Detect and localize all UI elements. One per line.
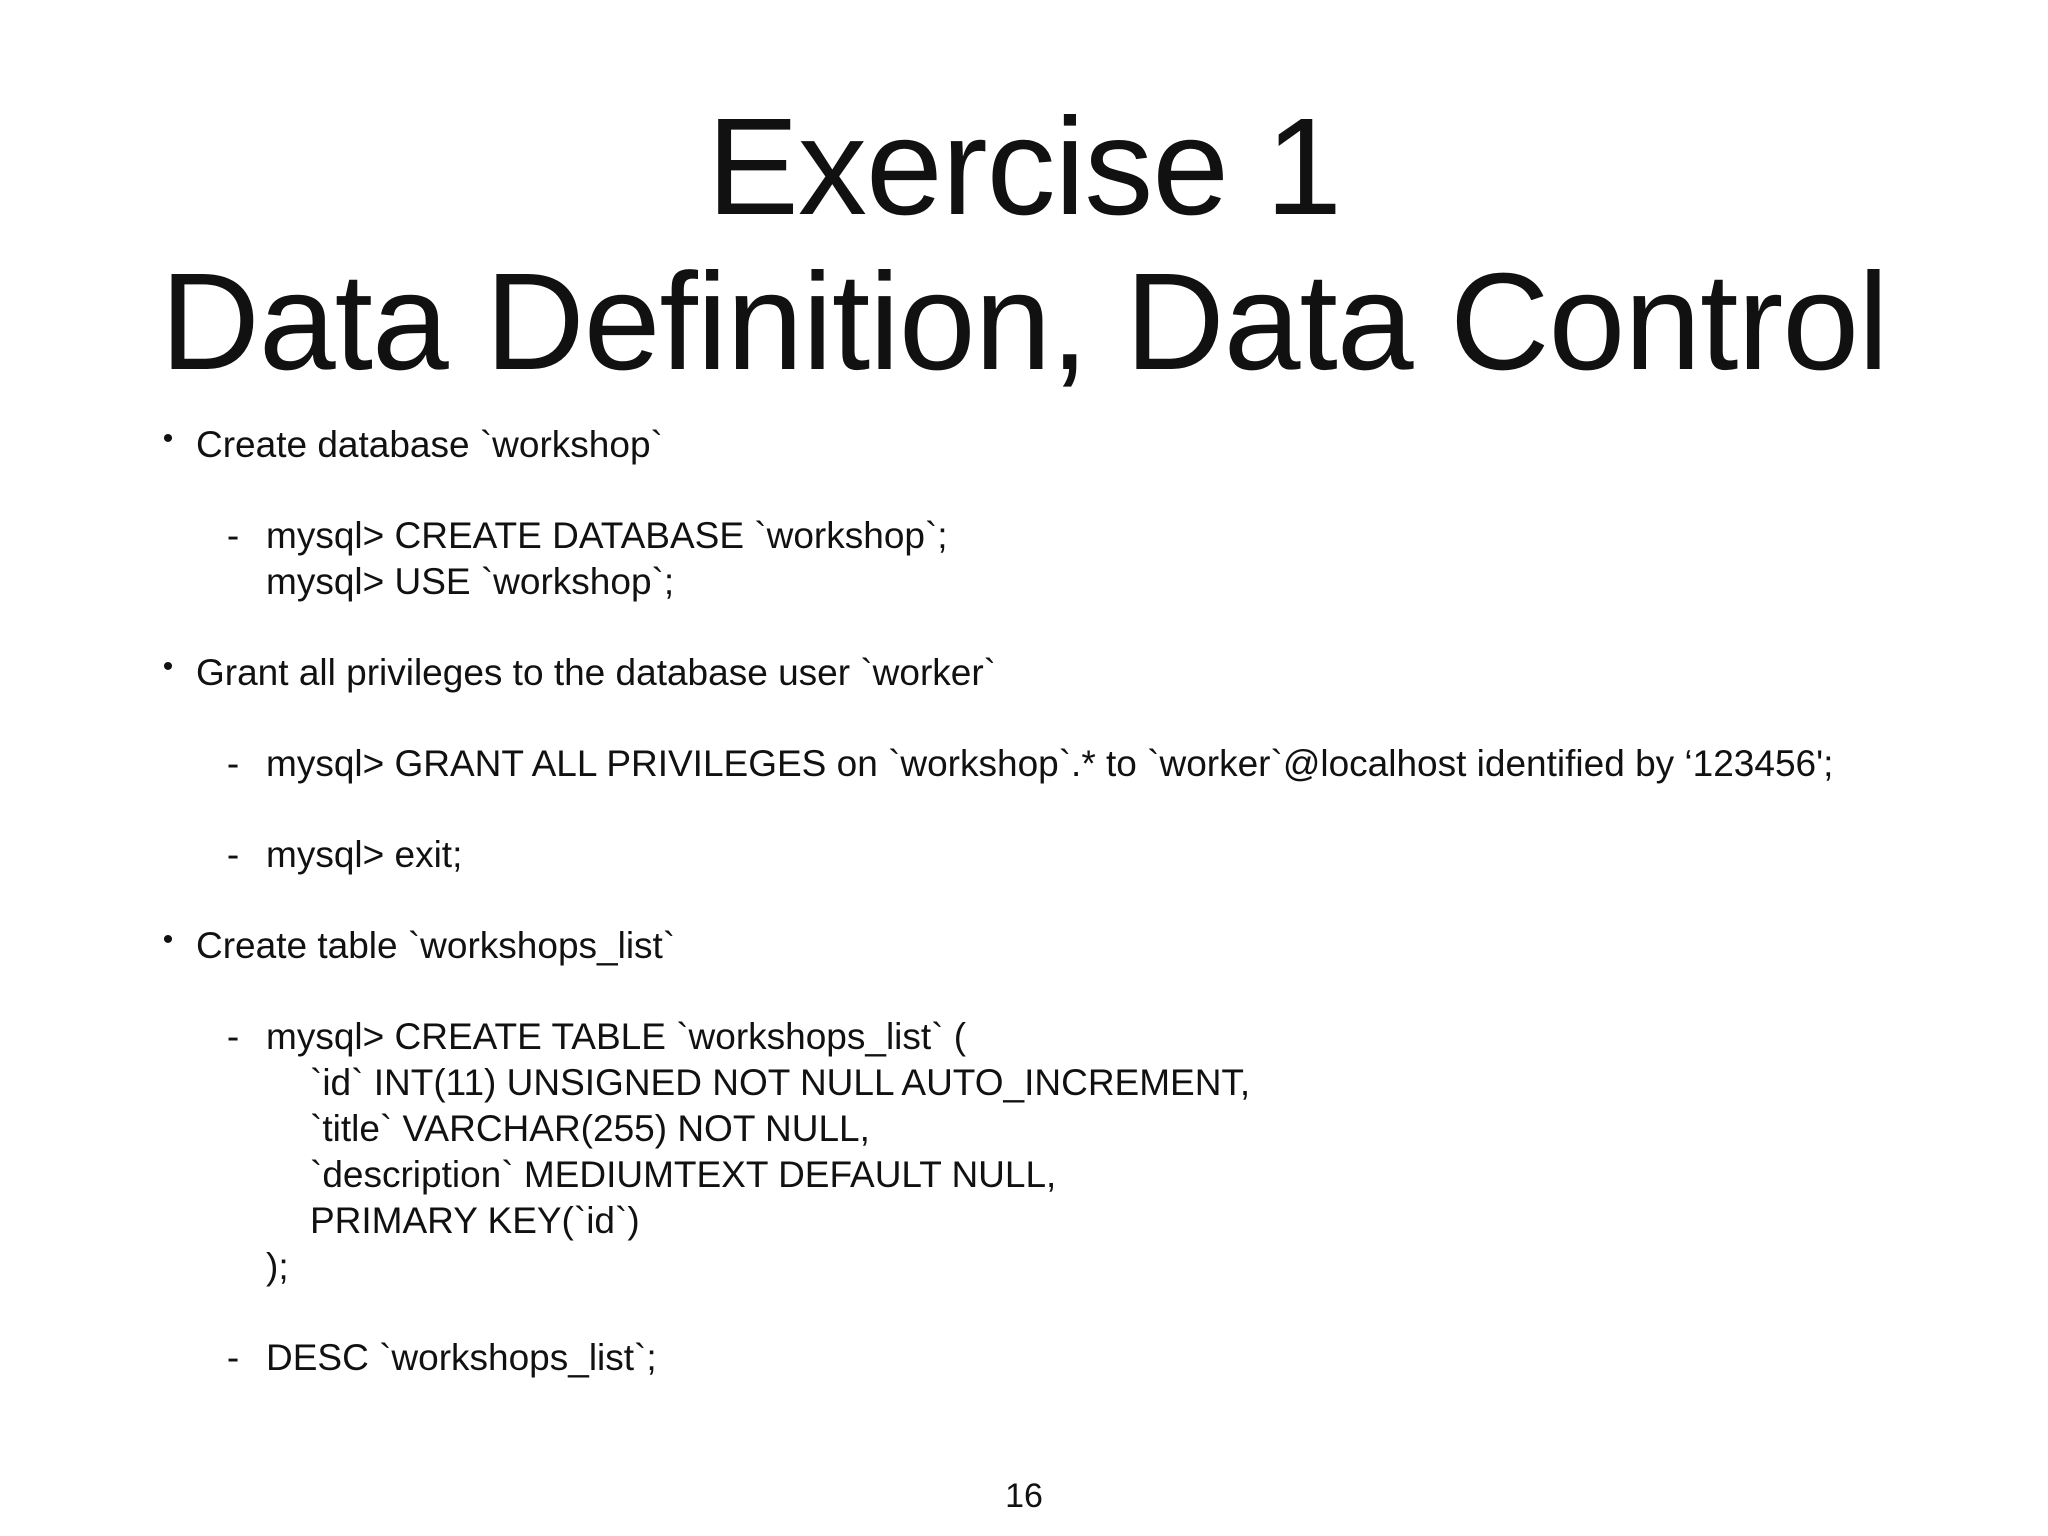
bullet-text: Create table `workshops_list` <box>196 925 676 966</box>
code-line: mysql> USE `workshop`; <box>266 561 675 602</box>
dash-icon: - <box>226 515 240 556</box>
code-line: `description` MEDIUMTEXT DEFAULT NULL, <box>310 1154 1057 1195</box>
slide-title-line-1: Exercise 1 <box>706 90 1342 244</box>
code-line: mysql> CREATE TABLE `workshops_list` ( <box>266 1016 967 1057</box>
bullet-text: Create database `workshop` <box>196 424 663 465</box>
dash-icon: - <box>226 1337 240 1378</box>
bullet-text: Grant all privileges to the database user `worker` <box>196 652 996 693</box>
code-line: mysql> GRANT ALL PRIVILEGES on `workshop`.* to `worker`@localhost identified by ‘123456'; <box>266 743 1834 784</box>
dash-icon: - <box>226 1016 240 1057</box>
code-line: mysql> CREATE DATABASE `workshop`; <box>266 515 948 556</box>
code-line: DESC `workshops_list`; <box>266 1337 657 1378</box>
code-line: ); <box>266 1246 289 1287</box>
code-line: PRIMARY KEY(`id`) <box>310 1200 640 1241</box>
bullet-dot-icon: • <box>162 422 174 455</box>
code-line: mysql> exit; <box>266 834 463 875</box>
bullet-dot-icon: • <box>162 923 174 956</box>
page-number: 16 <box>1005 1477 1043 1515</box>
code-line: `title` VARCHAR(255) NOT NULL, <box>310 1108 870 1149</box>
dash-icon: - <box>226 834 240 875</box>
bullet-dot-icon: • <box>162 650 174 683</box>
slide-title-line-2: Data Definition, Data Control <box>160 245 1888 399</box>
code-line: `id` INT(11) UNSIGNED NOT NULL AUTO_INCREMENT, <box>310 1062 1251 1103</box>
dash-icon: - <box>226 743 240 784</box>
